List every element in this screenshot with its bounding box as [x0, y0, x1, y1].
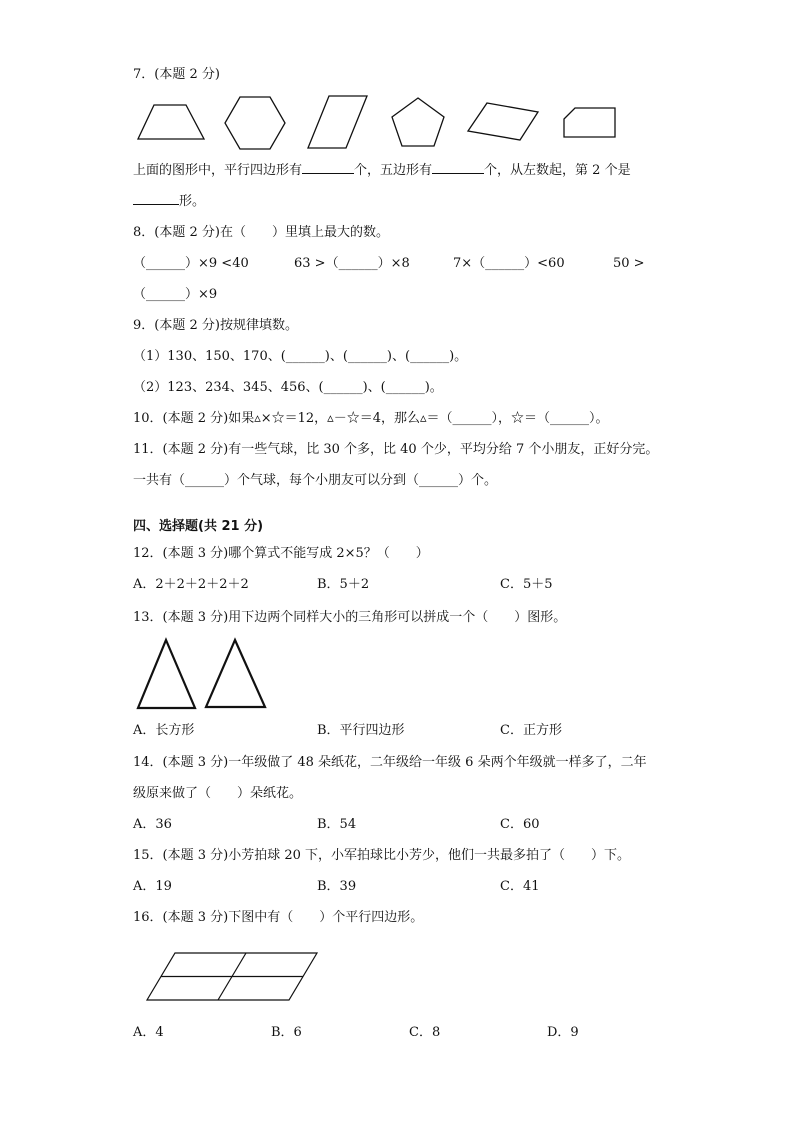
q9-sub1: （1）130、150、170、(______)、(______)、(______)。	[133, 349, 468, 364]
q7-header: 7．(本题 2 分)	[133, 67, 220, 82]
q13-option-c[interactable]: C．正方形	[500, 723, 562, 738]
q13-option-a[interactable]: A．长方形	[133, 723, 195, 738]
q10-text: 10．(本题 2 分)如果▵×☆＝12，▵－☆＝4，那么▵＝（______），☆＝（______）。	[133, 411, 609, 426]
q8-item-2: 63 >（______）×8	[294, 256, 410, 271]
q8-item-3: 7×（______）<60	[453, 256, 565, 271]
q13-option-b[interactable]: B．平行四边形	[317, 723, 405, 738]
q8-header: 8．(本题 2 分)在（ ）里填上最大的数。	[133, 225, 389, 240]
q7-text2-end: 形。	[179, 194, 206, 209]
q9-header: 9．(本题 2 分)按规律填数。	[133, 318, 298, 333]
q11-line1: 11．(本题 2 分)有一些气球，比 30 个多，比 40 个少，平均分给 7 个小朋友，正好分完。	[133, 442, 659, 457]
q15-option-a[interactable]: A．19	[133, 879, 172, 894]
q7-text1: 上面的图形中，平行四边形有	[133, 163, 303, 178]
q16-option-d[interactable]: D．9	[547, 1025, 579, 1040]
q12-text: 12．(本题 3 分)哪个算式不能写成 2×5？（ ）	[133, 546, 429, 561]
q12-option-a[interactable]: A．2＋2＋2＋2＋2	[133, 577, 249, 592]
q14-option-a[interactable]: A．36	[133, 817, 172, 832]
q16-option-b[interactable]: B．6	[271, 1025, 302, 1040]
q13-text: 13．(本题 3 分)用下边两个同样大小的三角形可以拼成一个（ ）图形。	[133, 610, 567, 625]
q14-option-b[interactable]: B．54	[317, 817, 357, 832]
q12-option-b[interactable]: B．5＋2	[317, 577, 370, 592]
q15-text: 15．(本题 3 分)小芳拍球 20 下，小军拍球比小芳少，他们一共最多拍了（ ）下。	[133, 848, 631, 863]
q12-option-c[interactable]: C．5＋5	[500, 577, 553, 592]
q11-line2: 一共有（______）个气球，每个小朋友可以分到（______）个。	[133, 473, 498, 488]
q8-item-1: （______）×9 <40	[133, 256, 249, 271]
q8-item-4: 50 >	[613, 256, 645, 271]
q14-option-c[interactable]: C．60	[500, 817, 540, 832]
q16-option-c[interactable]: C．8	[409, 1025, 441, 1040]
q16-text: 16．(本题 3 分)下图中有（ ）个平行四边形。	[133, 910, 424, 925]
q15-option-c[interactable]: C．41	[500, 879, 540, 894]
q9-sub2: （2）123、234、345、456、(______)、(______)。	[133, 380, 443, 395]
section-title: 四、选择题(共 21 分)	[133, 519, 264, 534]
q14-line2: 级原来做了（ ）朵纸花。	[133, 786, 303, 801]
q15-option-b[interactable]: B．39	[317, 879, 357, 894]
q14-line1: 14．(本题 3 分)一年级做了 48 朵纸花，二年级给一年级 6 朵两个年级就一样多了，二年	[133, 755, 647, 770]
q16-option-a[interactable]: A．4	[133, 1025, 164, 1040]
q7-text1b: 个，五边形有	[354, 163, 433, 178]
q8-wrap: （______）×9	[133, 287, 218, 302]
q7-text1c: 个，从左数起，第 2 个是	[484, 163, 631, 178]
